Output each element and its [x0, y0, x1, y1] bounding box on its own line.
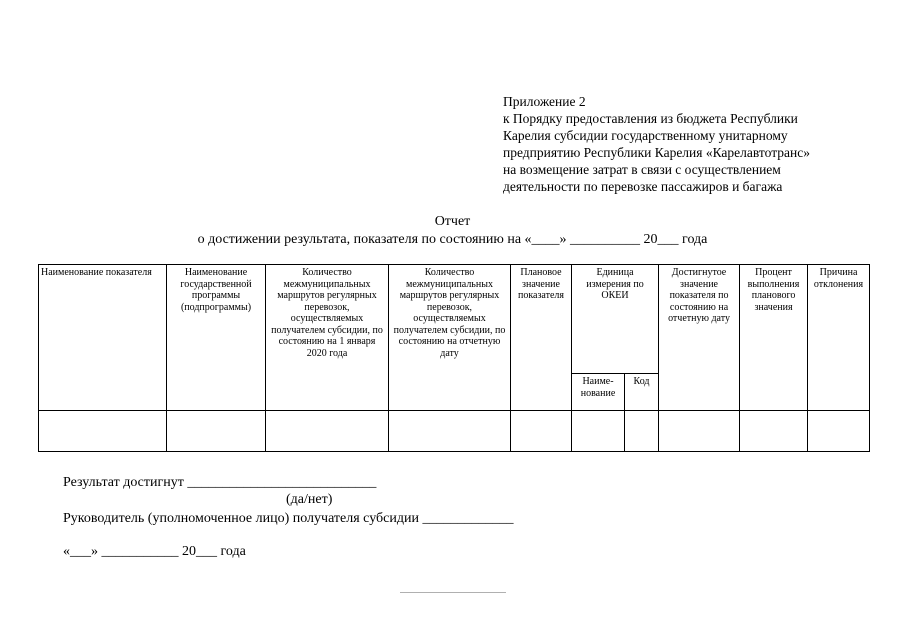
cell-indicator-name[interactable] [39, 411, 167, 452]
header-deviation-reason: Причина отклонения [808, 265, 870, 411]
header-program-name: Наименование государственной программы (подпрограммы) [167, 265, 266, 411]
subheader-unit-name: Наиме-нование [572, 374, 625, 411]
report-table [38, 264, 870, 452]
cell-routes-jan-2020[interactable] [266, 411, 389, 452]
report-title: Отчет [434, 214, 471, 229]
header-achieved-value: Достигнутое значение показателя по состоянию на отчетную дату [659, 265, 740, 411]
header-routes-report-date: Количество межмуниципальных маршрутов регулярных перевозок, осуществляемых получателем субсидии, по состоянию на отчетную дату [389, 265, 511, 411]
header-planned-value: Плановое значение показателя [511, 265, 572, 411]
cell-planned-value[interactable] [511, 411, 572, 452]
header-routes-jan-2020: Количество межмуниципальных маршрутов регулярных перевозок, осуществляемых получателем субсидии, по состоянию на 1 января 2020 года [266, 265, 389, 411]
header-indicator-name: Наименование показателя [39, 265, 167, 411]
header-completion-percent: Процент выполнения планового значения [740, 265, 808, 411]
subheader-unit-code: Код [625, 374, 659, 411]
cell-unit-code[interactable] [625, 411, 659, 452]
footnote-divider [400, 592, 506, 593]
date-line: «___» ___________ 20___ года [63, 544, 246, 559]
cell-completion-percent[interactable] [740, 411, 808, 452]
report-subtitle: о достижении результата, показателя по состоянию на «____» __________ 20___ года [197, 232, 708, 247]
cell-deviation-reason[interactable] [808, 411, 870, 452]
cell-achieved-value[interactable] [659, 411, 740, 452]
cell-unit-name[interactable] [572, 411, 625, 452]
cell-routes-report-date[interactable] [389, 411, 511, 452]
cell-program-name[interactable] [167, 411, 266, 452]
appendix-header: Приложение 2 к Порядку предоставления из бюджета Республики Карелия субсидии государственному унитарному предприятию Республики Карелия «Карелавтотранс» на возмещение затрат в связи с осуществлением деятельности по перевозке пассажиров и багажа [503, 94, 810, 194]
result-achieved-line: Результат достигнут ___________________________ [63, 475, 377, 490]
table-row [39, 411, 870, 452]
head-signature-line: Руководитель (уполномоченное лицо) получателя субсидии _____________ [63, 511, 514, 526]
result-hint: (да/нет) [286, 492, 333, 507]
header-unit-okei: Единица измерения по ОКЕИ [572, 265, 659, 374]
